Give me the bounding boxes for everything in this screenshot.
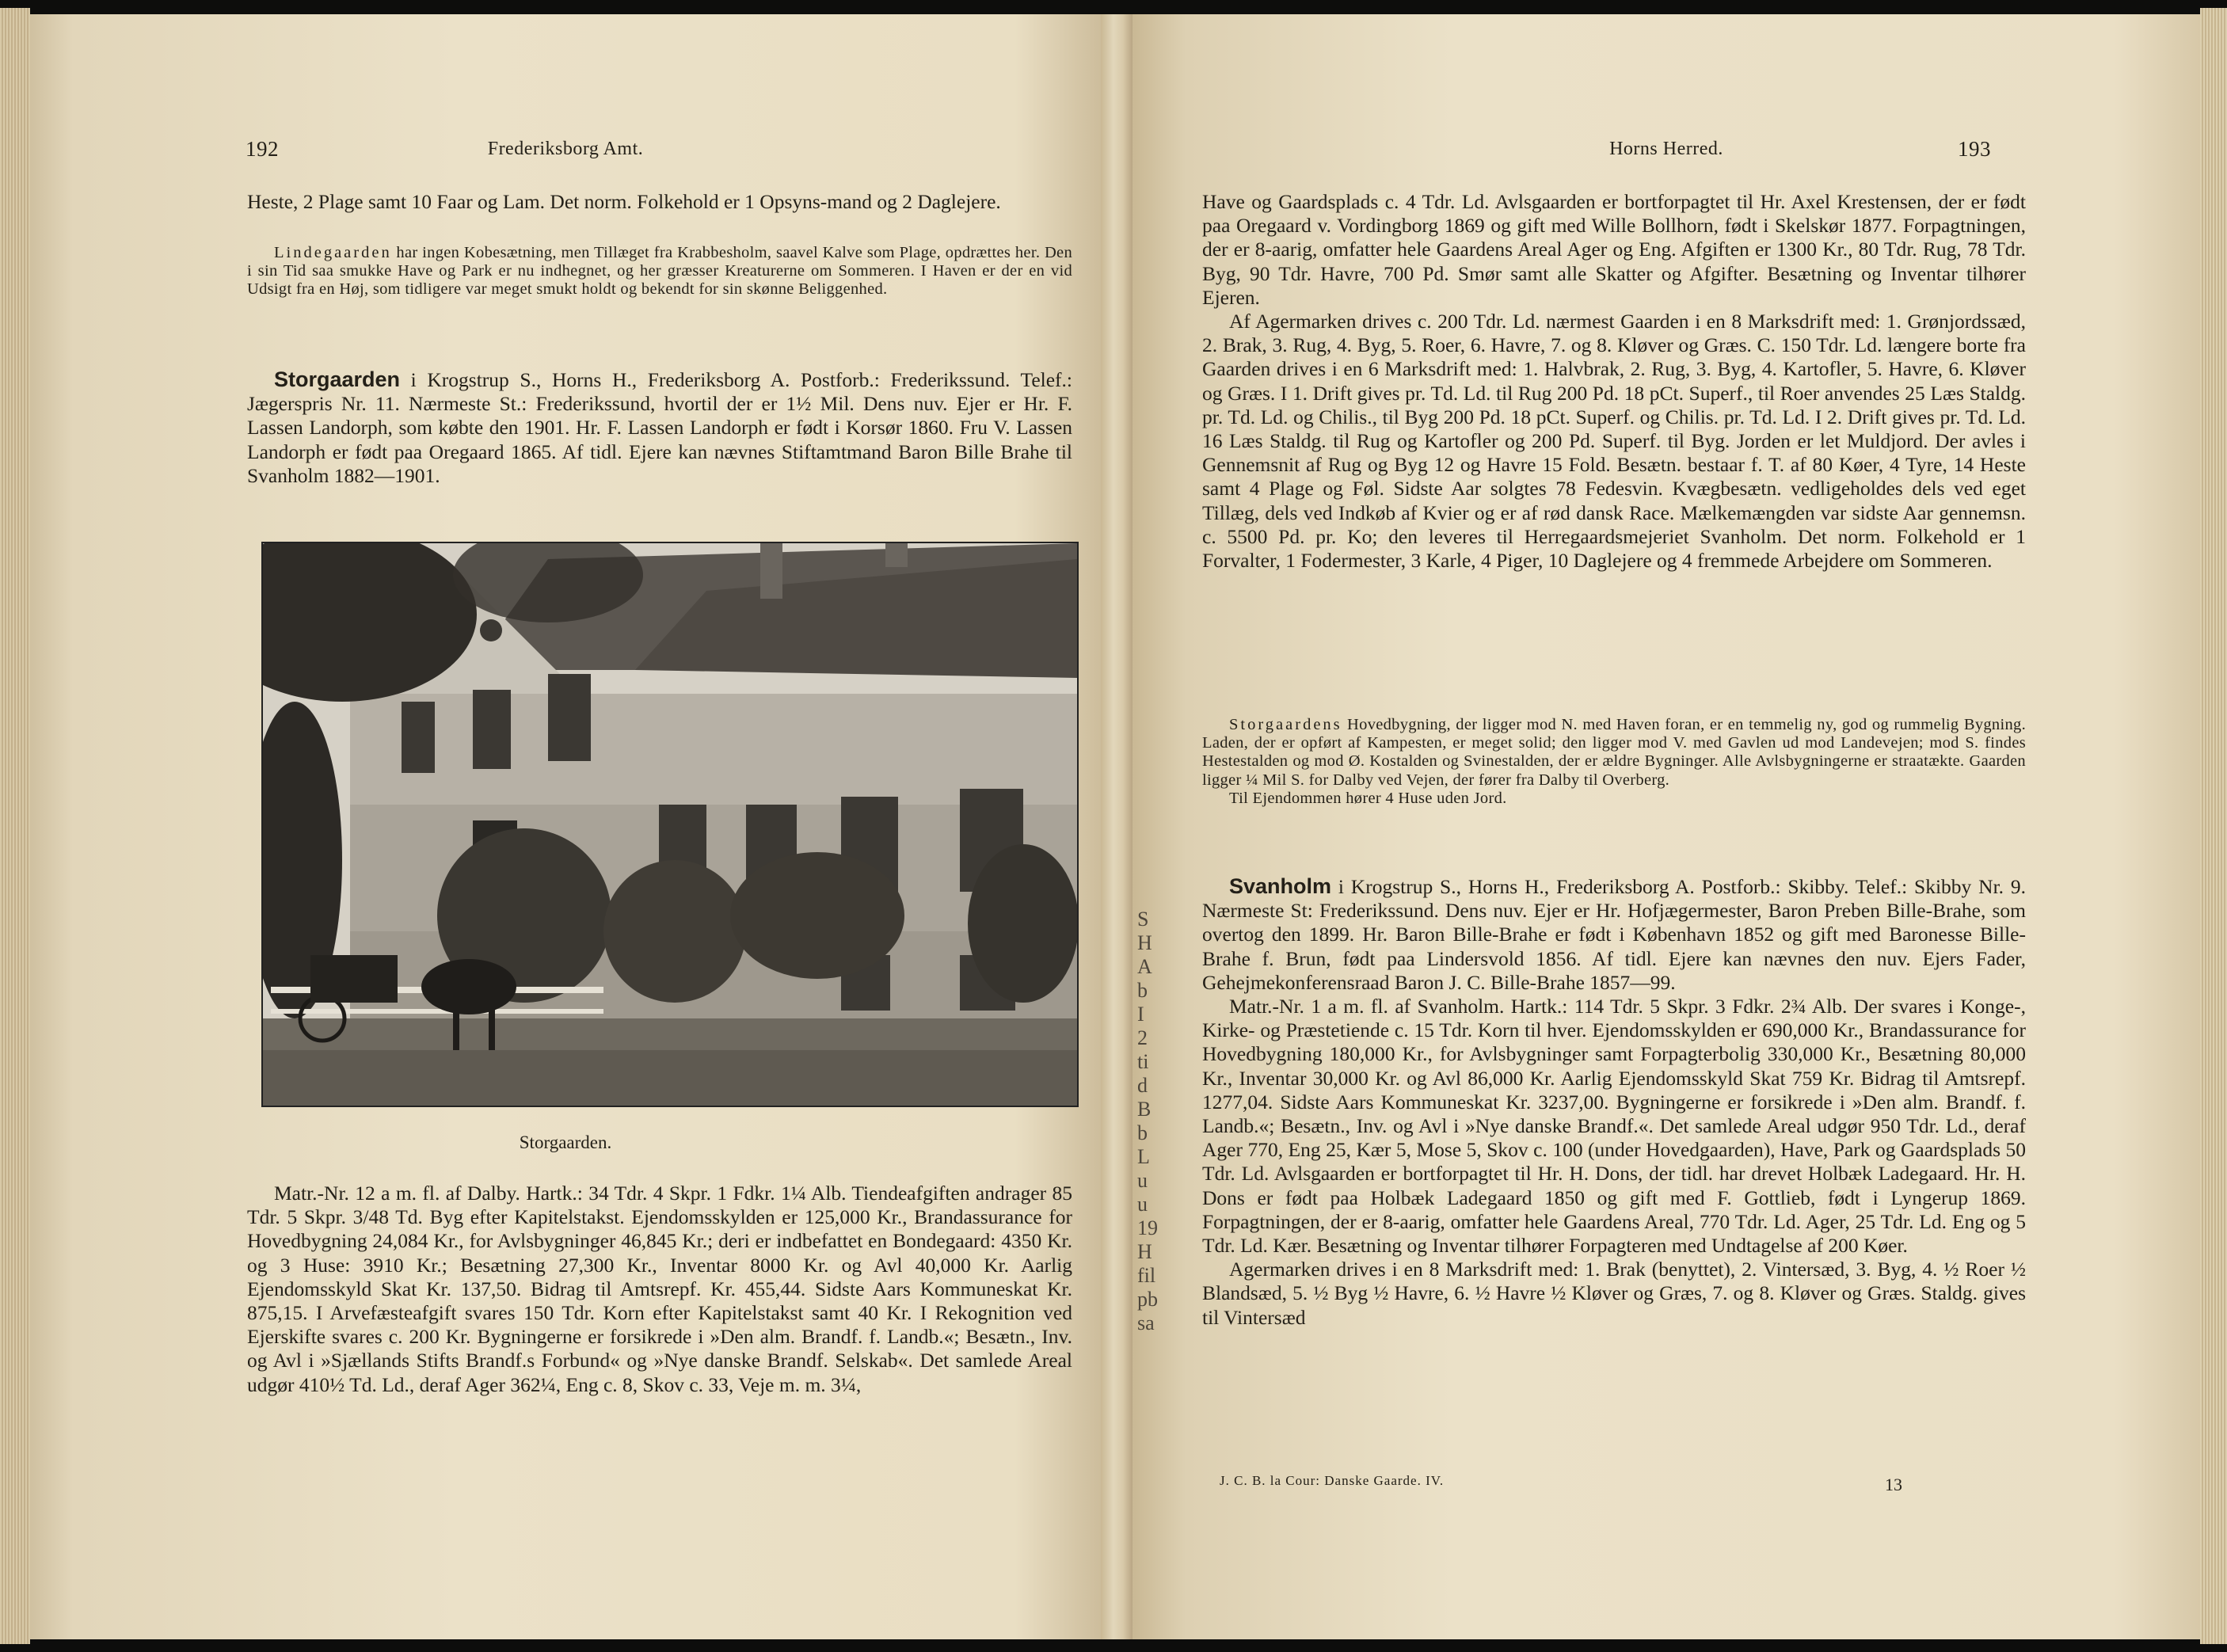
margin-fragment: d (1137, 1074, 1148, 1097)
margin-fragment: L (1137, 1145, 1150, 1168)
margin-fragment: b (1137, 1121, 1148, 1144)
storgaarden-matr-text: Matr.-Nr. 12 a m. fl. af Dalby. Hartk.: 34 Tdr. 4 Skpr. 1 Fdkr. 1¼ Alb. Tiendeafgiften andrager 85 Tdr. 5 Skpr. 3/48 Td. Byg efter Kapitelstakst. Ejendomsskylden er 125,000 Kr., Brandassurance for Hovedbygning 24,084 Kr., for Avlsbygninger 46,845 Kr.; deri er indbefattet en Bondegaard: 4350 Kr. og 3 Huse: 3910 Kr.; Besætning 27,300 Kr., Inventar 8000 Kr. og Avl 40,000 Kr. Aarlig Ejendomsskyld Skat Kr. 137,50. Bidrag til Amtsrepf. Kr. 455,44. Sidste Aars Kommuneskat Kr. 875,15. I Arvefæsteafgift svares 150 Tdr. Korn efter Kapitelstakst samt 40 Kr. I Rekognition ved Ejerskifte svares c. 200 Kr. Bygningerne er forsikrede i »Den alm. Brandf. f. Landb.«; Besætn., Inv. og Avl i »Sjællands Stifts Brandf.s Forbund« og »Nye danske Brandf. Selskab«. Det samlede Areal udgør 410½ Td. Ld., deraf Ager 362¼, Eng c. 8, Skov c. 33, Veje m. m. 3¼, (247, 1182, 1072, 1396)
margin-fragment: S (1137, 908, 1149, 931)
left-small-para (247, 244, 1072, 299)
margin-fragment: ti (1137, 1050, 1149, 1073)
right-page-number: 193 (1958, 137, 1991, 161)
svanholm-matr-text: Matr.-Nr. 1 a m. fl. af Svanholm. Hartk.: 114 Tdr. 5 Skpr. 3 Fdkr. 2¾ Alb. Der svares i Konge-, Kirke- og Præstetiende c. 15 Tdr. Korn til hver. Ejendomsskylden er 690,000 Kr., Brandassurance for Hovedbygning 180,000 Kr., for Avlsbygninger samt Forpagterbolig 330,000 Kr., Besætning 80,000 Kr., Inventar 30,000 Kr. og Avl 86,000 Kr. Aarlig Ejendomsskyld Skat 759 Kr. Bidrag til Amtsrepf. 1277,04. Sidste Aars Kommuneskat Kr. 3237,00. Bygningerne er forsikrede i »Den alm. Brandf. f. Landb.«; Besætn., Inv. og Avl i »Nye danske Brandf.«. Det samlede Areal udgør 950 Tdr. Ld., deraf Ager 770, Eng 25, Kær 5, Mose 5, Skov c. 100 (under Hovedgaarden), Have, Park og Gaardsplads 50 Tdr. Ld. Avlsgaarden er bortforpagtet til Hr. H. Dons, der tidl. har drevet Holbæk Ladegaard. Hr. H. Dons er født paa Holbæk Ladegaard 1850 og gift med F. Gottlieb, født i Lyngerup 1869. Forpagtningen, der er 8-aarig, omfatter hele Gaardens Areal, 770 Tdr. Ld. Ager, 25 Tdr. Ld. Eng og 5 Tdr. Ld. Kær. Besætning og Inventar tilhører Forpagteren med Undtagelse af 200 Køer. (1202, 995, 2026, 1258)
farmhouse-illustration (263, 543, 1077, 1106)
storgaarden-title: Storgaarden (274, 367, 401, 391)
right-para-1: Have og Gaardsplads c. 4 Tdr. Ld. Avlsgaarden er bortforpagtet til Hr. Axel Krestensen, der er født paa Oregaard v. Vordingborg 1869 og gift med Wille Bollhorn, født i Skelskør 1877. Forpagtningen, der er 8-aarig, omfatter hele Gaardens Areal Ager og Eng. Afgiften er 1300 Kr., 80 Tdr. Rug, 78 Tdr. Byg, 90 Tdr. Havre, 700 Pd. Smør samt alle Skatter og Afgifter. Besætning og Inventar tilhører Ejeren. (1202, 190, 2026, 309)
storgaarden-matr (247, 1182, 1072, 1397)
storgaardens-heading: Storgaardens (1229, 716, 1342, 733)
storgaarden-photo (261, 542, 1079, 1107)
margin-fragment: 19 (1137, 1216, 1158, 1239)
margin-fragment: fil (1137, 1264, 1156, 1287)
left-text-block-1 (247, 190, 1072, 214)
book-footer-credit: J. C. B. la Cour: Danske Gaarde. IV. (1220, 1473, 1445, 1488)
storgaardens-text: Hovedbygning, der ligger mod N. med Haven foran, er en temmelig ny, god og rummelig Bygning. Laden, der er opført af Kampesten, er meget solid; den ligger mod V. med Gavlen ud mod Landevejen; mod S. findes Hestestalden og mod Ø. Kostalden og Svinestalden, der er ældre Bygninger. Alle Avlsbygningerne er straatækte. Gaarden ligger ¼ Mil S. for Dalby ved Vejen, der fører fra Dalby til Overberg. (1202, 716, 2026, 789)
bleed-through-margin (1137, 908, 1161, 1335)
margin-fragment: b (1137, 979, 1148, 1002)
photo-caption: Storgaarden. (519, 1132, 612, 1152)
storgaarden-text: i Krogstrup S., Horns H., Frederiksborg A. Postforb.: Frederikssund. Telef.: Jægerspris Nr. 11. Nærmeste St.: Frederikssund, hvortil der er 1½ Mil. Dens nuv. Ejer er Hr. F. Lassen Landorph, som købte den 1901. Hr. F. Lassen Landorph er født i Korsør 1860. Fru V. Lassen Landorph er født paa Oregaard 1865. Af tidl. Ejere kan nævnes Stiftamtmand Baron Bille Brahe til Svanholm 1882—1901. (247, 368, 1072, 487)
margin-fragment: H (1137, 931, 1152, 954)
book-edge-left (0, 8, 30, 1644)
book-gutter (1101, 14, 1133, 1639)
lindegaarden-text: har ingen Kobesætning, men Tillæget fra Krabbesholm, saavel Kalve som Plage, opdrættes her. Den i sin Tid saa smukke Have og Park er nu indhegnet, og her græsser Kreaturerne om Sommeren. I Haven er der en vid Udsigt fra en Høj, som tidligere var meget smukt holdt og bekendt for sin skønne Beliggenhed. (247, 244, 1072, 299)
margin-fragment: 2 (1137, 1026, 1148, 1049)
book-edge-right (2200, 8, 2227, 1644)
right-running-head: Horns Herred. (1609, 139, 1723, 159)
right-para-2: Af Agermarken drives c. 200 Tdr. Ld. nærmest Gaarden i en 8 Marksdrift med: 1. Grønjordssæd, 2. Brak, 3. Rug, 4. Byg, 5. Roer, 6. Havre, 7. og 8. Kløver og Græs. C. 150 Tdr. Ld. længere borte fra Gaarden drives i en 6 Marksdrift med: 1. Halvbrak, 2. Rug, 3. Byg, 4. Kartofler, 5. Havre, 6. Kløver og Græs. I 1. Drift gives pr. Td. Ld. til Rug 200 Pd. 18 pCt. Superf., til Roer anvendes 25 Læs Staldg. pr. Td. Ld. og Chilis., til Byg 200 Pd. 18 pCt. Superf. og Chilis. pr. Td. Ld. I 2. Drift gives pr. Td. Ld. 16 Læs Staldg. til Rug og Kartofler og 200 Pd. Superf. til Byg. Jorden er let Muldjord. Der avles i Gennemsnit af Rug og Byg 12 og Havre 15 Fold. Besætn. bestaar f. T. af 80 Køer, 4 Tyre, 14 Heste samt 4 Plage og Føl. Sidste Aar solgtes 78 Fedesvin. Kvægbesætn. vedligeholdes dels ved eget Tillæg, dels ved Indkøb af Kvier og er af rød dansk Race. Mælkemængden var sidste Aar gennemsn. c. 5500 Pd. pr. Ko; den leveres til Herregaardsmejeriet Svanholm. Det norm. Folkehold er 1 Forvalter, 1 Fodermester, 3 Karle, 4 Piger, 10 Daglejere og 4 fremmede Arbejdere om Sommeren. (1202, 310, 2026, 573)
left-page-number: 192 (246, 137, 279, 161)
margin-fragment: A (1137, 955, 1152, 978)
lindegaarden-heading: Lindegaarden (274, 244, 392, 261)
left-page (30, 14, 1101, 1639)
signature-mark: 13 (1885, 1475, 1902, 1494)
svanholm-entry (1202, 874, 2026, 1330)
margin-fragment: B (1137, 1098, 1152, 1121)
margin-fragment: I (1137, 1003, 1144, 1026)
left-running-head: Frederiksborg Amt. (487, 139, 644, 159)
right-small-para (1202, 716, 2026, 808)
svanholm-text: i Krogstrup S., Horns H., Frederiksborg A. Postforb.: Skibby. Telef.: Skibby Nr. 9. Nærmeste St: Frederikssund. Dens nuv. Ejer er Hr. Hofjægermester, Baron Preben Bille-Brahe, som overtog den 1899. Hr. Baron Bille-Brahe er født i København 1852 og gift med Baronesse Bille-Brahe f. Brun, født paa Lindersvold 1856. Af tidl. Ejere kan nævnes den nuv. Ejers Fader, Gehejmekonferensraad Baron J. C. Bille-Brahe 1857—99. (1202, 875, 2026, 994)
right-para-4: Til Ejendommen hører 4 Huse uden Jord. (1229, 789, 1507, 807)
svanholm-agermark-text: Agermarken drives i en 8 Marksdrift med: 1. Brak (benyttet), 2. Vintersæd, 3. Byg, 4. ½ Roer ½ Blandsæd, 5. ½ Byg ½ Havre, 6. ½ Havre ½ Kløver og Græs, 7. og 8. Kløver og Græs. Staldg. gives til Vintersæd (1202, 1258, 2026, 1329)
margin-fragment: sa (1137, 1311, 1155, 1334)
left-para-1: Heste, 2 Plage samt 10 Faar og Lam. Det norm. Folkehold er 1 Opsyns-mand og 2 Daglejere. (247, 190, 1001, 213)
margin-fragment: u (1137, 1193, 1148, 1216)
right-page (1133, 14, 2200, 1639)
margin-fragment: H (1137, 1240, 1152, 1263)
margin-fragment: pb (1137, 1288, 1158, 1311)
right-text-block-1 (1202, 190, 2026, 573)
svanholm-title: Svanholm (1229, 874, 1332, 898)
margin-fragment: u (1137, 1169, 1148, 1192)
storgaarden-entry (247, 367, 1072, 488)
